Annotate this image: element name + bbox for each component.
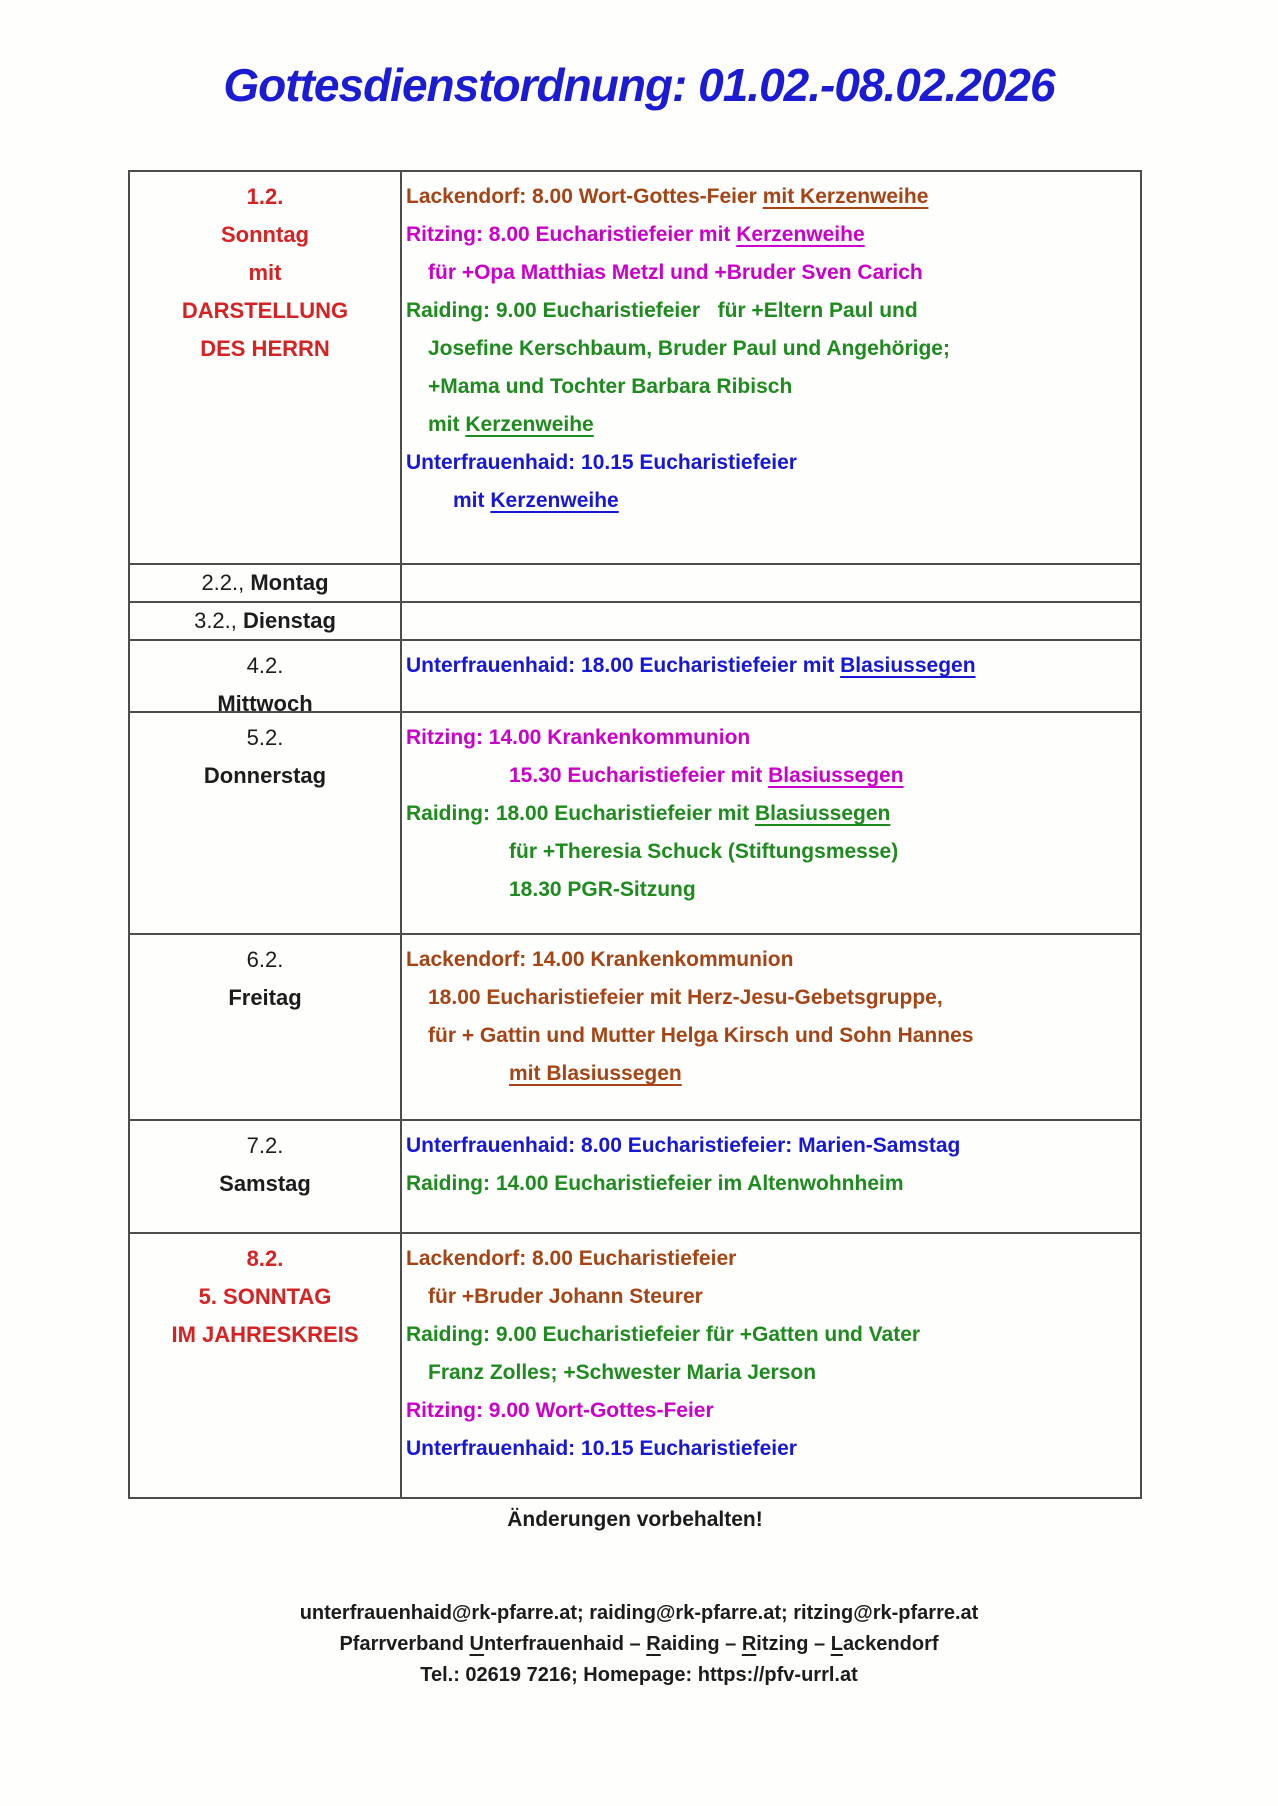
service-entry (406, 1240, 1140, 1278)
footer-note: Änderungen vorbehalten! (507, 1508, 763, 1531)
date-line (130, 606, 400, 635)
text-segment: Lackendorf: 8.00 Wort-Gottes-Feier (406, 185, 763, 208)
date-cell (130, 565, 402, 601)
date-line (130, 1240, 400, 1278)
service-entry (406, 368, 1140, 406)
service-entry (406, 719, 1140, 757)
service-entry (406, 292, 1140, 330)
table-row (130, 713, 1140, 935)
date-line (130, 1165, 400, 1203)
date-line (130, 568, 400, 597)
date-text: Mittwoch (217, 691, 313, 716)
underlined-text: Kerzenweihe (490, 489, 619, 512)
underlined-text: Blasiussegen (754, 802, 891, 825)
service-entry (406, 833, 1140, 871)
org-line (0, 1629, 1278, 1660)
text-segment: Lackendorf: 14.00 Krankenkommunion (406, 948, 794, 971)
service-entry (406, 1316, 1140, 1354)
text-segment: 15.30 Eucharistiefeier mit (509, 764, 769, 787)
entries-cell (402, 641, 1140, 711)
date-line (130, 1278, 400, 1316)
date-text: 4.2. (246, 653, 284, 678)
text-segment: für +Bruder Johann Steurer (428, 1285, 703, 1308)
service-entry (406, 1055, 1140, 1093)
underlined-text: mit Kerzenweihe (762, 185, 929, 208)
text-segment: Ritzing: 9.00 Wort-Gottes-Feier (406, 1399, 714, 1422)
date-text: Freitag (228, 985, 302, 1010)
date-text: Sonntag (221, 222, 309, 247)
underlined-text: L (830, 1633, 843, 1655)
date-text: 5.2. (246, 725, 284, 750)
text-segment: nterfrauenhaid – (483, 1633, 647, 1655)
date-text: 5. SONNTAG (198, 1284, 332, 1309)
date-cell (130, 641, 402, 716)
date-line (130, 330, 400, 368)
entries-cell (402, 565, 1140, 601)
date-text: 2.2., (201, 570, 251, 595)
table-row (130, 641, 1140, 716)
service-entry (406, 757, 1140, 795)
date-text: 7.2. (246, 1133, 284, 1158)
date-line (130, 1127, 400, 1165)
text-segment: Pfarrverband (339, 1633, 470, 1655)
date-text: Donnerstag (203, 763, 327, 788)
service-entry (406, 254, 1140, 292)
table-row (130, 1234, 1140, 1497)
text-segment: Raiding: 9.00 Eucharistiefeier für +Gatten und Vater (406, 1323, 921, 1346)
text-segment: Ritzing: 14.00 Krankenkommunion (406, 726, 751, 749)
table-row (130, 565, 1140, 603)
service-entry (406, 216, 1140, 254)
date-line (130, 719, 400, 757)
date-text: Dienstag (243, 608, 336, 633)
service-entry (406, 482, 1140, 520)
service-entry (406, 871, 1140, 909)
date-text: 1.2. (246, 184, 284, 209)
date-line (130, 979, 400, 1017)
entries-cell (402, 713, 1140, 933)
text-segment: Josefine Kerschbaum, Bruder Paul und Angehörige; (428, 337, 950, 360)
service-entry (406, 1354, 1140, 1392)
date-line (130, 941, 400, 979)
date-line (130, 178, 400, 216)
date-text: IM JAHRESKREIS (171, 1322, 359, 1347)
text-segment: ackendorf (842, 1633, 939, 1655)
text-segment: mit (453, 489, 491, 512)
email-line: unterfrauenhaid@rk-pfarre.at; raiding@rk-pfarre.at; ritzing@rk-pfarre.at (299, 1602, 979, 1624)
date-text: 6.2. (246, 947, 284, 972)
text-segment: Unterfrauenhaid: 8.00 Eucharistiefeier: Marien-Samstag (406, 1134, 961, 1157)
date-cell (130, 1234, 402, 1497)
text-segment: itzing – (756, 1633, 831, 1655)
text-segment: Unterfrauenhaid: 18.00 Eucharistiefeier mit (406, 654, 841, 677)
text-segment: aiding – (660, 1633, 742, 1655)
date-text: Samstag (219, 1171, 311, 1196)
underlined-text: R (741, 1633, 757, 1655)
service-entry (406, 178, 1140, 216)
underlined-text: Kerzenweihe (736, 223, 865, 246)
service-entry (406, 1017, 1140, 1055)
date-cell (130, 713, 402, 933)
text-segment: +Mama und Tochter Barbara Ribisch (428, 375, 793, 398)
date-line (130, 216, 400, 254)
date-text: mit (248, 260, 282, 285)
date-text: DES HERRN (200, 336, 330, 361)
service-entry (406, 1430, 1140, 1468)
date-text: Montag (250, 570, 329, 595)
text-segment: für + Gattin und Mutter Helga Kirsch und Sohn Hannes (428, 1024, 974, 1047)
date-line (130, 757, 400, 795)
service-entry (406, 444, 1140, 482)
service-entry (406, 1392, 1140, 1430)
underlined-text: Blasiussegen (768, 764, 904, 787)
table-row (130, 172, 1140, 565)
tel-line: Tel.: 02619 7216; Homepage: https://pfv-urrl.at (420, 1664, 858, 1686)
underlined-text: U (469, 1633, 484, 1655)
text-segment: Raiding: 18.00 Eucharistiefeier mit (406, 802, 755, 825)
service-entry (406, 1278, 1140, 1316)
underlined-text: R (646, 1633, 661, 1655)
text-segment: Ritzing: 8.00 Eucharistiefeier mit (406, 223, 737, 246)
date-line (130, 1316, 400, 1354)
text-segment: für +Opa Matthias Metzl und +Bruder Sven Carich (428, 261, 923, 284)
table-row (130, 1121, 1140, 1234)
text-segment: Raiding: 14.00 Eucharistiefeier im Altenwohnheim (406, 1172, 904, 1195)
date-line (130, 254, 400, 292)
text-segment: mit (428, 413, 466, 436)
service-entry (406, 979, 1140, 1017)
date-cell (130, 172, 402, 563)
entries-cell (402, 1121, 1140, 1232)
service-entry (406, 406, 1140, 444)
text-segment: Unterfrauenhaid: 10.15 Eucharistiefeier (406, 451, 797, 474)
service-entry (406, 330, 1140, 368)
text-segment: Raiding: 9.00 Eucharistiefeier für +Eltern Paul und (406, 299, 918, 322)
date-cell (130, 1121, 402, 1232)
date-text: 3.2., (194, 608, 243, 633)
table-row (130, 935, 1140, 1121)
date-text: DARSTELLUNG (181, 298, 349, 323)
date-line (130, 647, 400, 685)
service-entry (406, 795, 1140, 833)
underlined-text: mit Blasiussegen (509, 1062, 682, 1085)
table-row (130, 603, 1140, 641)
date-cell (130, 935, 402, 1119)
entries-cell (402, 172, 1140, 563)
text-segment: 18.00 Eucharistiefeier mit Herz-Jesu-Gebetsgruppe, (428, 986, 943, 1009)
service-entry (406, 941, 1140, 979)
entries-cell (402, 603, 1140, 639)
underlined-text: Kerzenweihe (465, 413, 594, 436)
text-segment: für +Theresia Schuck (Stiftungsmesse) (509, 840, 899, 863)
text-segment: 18.30 PGR-Sitzung (509, 878, 696, 901)
entries-cell (402, 1234, 1140, 1497)
date-text: 8.2. (246, 1246, 284, 1271)
underlined-text: Blasiussegen (840, 654, 976, 677)
date-line (130, 292, 400, 330)
service-entry (406, 1165, 1140, 1203)
entries-cell (402, 935, 1140, 1119)
page-title: Gottesdienstordnung: 01.02.-08.02.2026 (223, 59, 1055, 111)
service-entry (406, 1127, 1140, 1165)
date-cell (130, 603, 402, 639)
text-segment: Unterfrauenhaid: 10.15 Eucharistiefeier (406, 1437, 797, 1460)
contact-block (0, 1598, 1278, 1691)
text-segment: Lackendorf: 8.00 Eucharistiefeier (406, 1247, 737, 1270)
service-entry (406, 647, 1140, 685)
text-segment: Franz Zolles; +Schwester Maria Jerson (428, 1361, 817, 1384)
schedule-table (128, 170, 1142, 1499)
